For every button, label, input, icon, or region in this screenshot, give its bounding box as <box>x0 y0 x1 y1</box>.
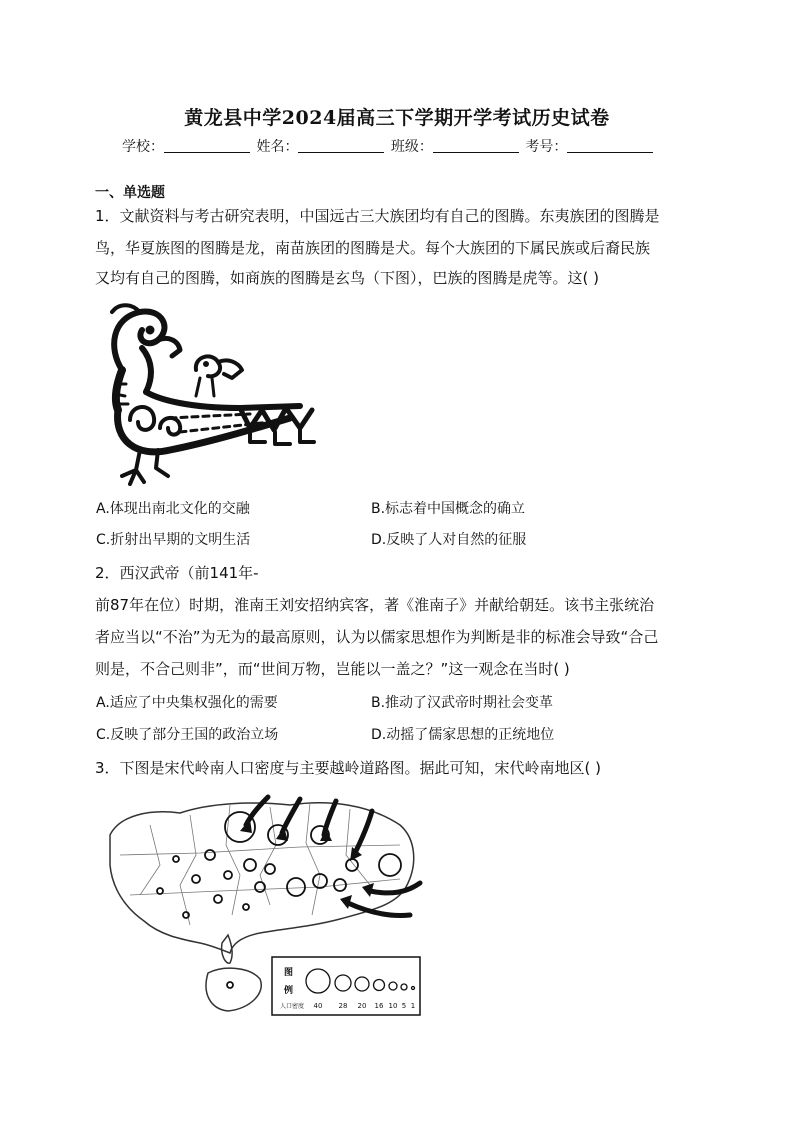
legend-value-5: 10 <box>388 1002 398 1010</box>
student-info-line <box>122 136 655 156</box>
legend-value-7: 1 <box>410 1002 416 1010</box>
section-heading: 一、单选题 <box>95 185 165 201</box>
legend-value-6: 5 <box>401 1002 407 1010</box>
number-label: 考号： <box>525 139 568 155</box>
q1-option-c[interactable]: C.折射出早期的文明生活 <box>96 532 251 548</box>
q1-line-1: 1．文献资料与考古研究表明，中国远古三大族团均有自己的图腾。东夷族团的图腾是 <box>95 207 660 225</box>
q1-line-3: 又均有自己的图腾，如商族的图腾是玄鸟（下图），巴族的图腾是虎等。这( ) <box>95 269 599 287</box>
legend-value-1: 40 <box>313 1002 323 1010</box>
q1-option-d[interactable]: D.反映了人对自然的征服 <box>371 532 527 548</box>
legend-value-4: 16 <box>374 1002 384 1010</box>
q2-option-b[interactable]: B.推动了汉武帝时期社会变革 <box>371 695 554 711</box>
q1-line-2: 鸟，华夏族图的图腾是龙，南苗族团的图腾是犬。每个大族团的下属民族或后裔民族 <box>95 239 651 257</box>
legend-caption: 人口密度 <box>280 1003 305 1010</box>
legend-value-2: 28 <box>338 1002 348 1010</box>
legend-value-3: 20 <box>357 1002 367 1010</box>
q2-option-d[interactable]: D.动摇了儒家思想的正统地位 <box>371 727 555 743</box>
school-blank[interactable] <box>164 138 250 153</box>
q1-option-b[interactable]: B.标志着中国概念的确立 <box>371 501 526 517</box>
name-label: 姓名： <box>256 139 299 155</box>
q2-line-2: 前87年在位）时期，淮南王刘安招纳宾客，著《淮南子》并献给朝廷。该书主张统治 <box>95 596 655 614</box>
school-label: 学校： <box>122 139 164 155</box>
q2-option-c[interactable]: C.反映了部分王国的政治立场 <box>96 727 279 743</box>
q2-line-4: 则是，不合己则非”，而“世间万物，岂能以一盖之？”这一观念在当时( ) <box>95 660 570 678</box>
legend-label-bottom: 例 <box>284 986 294 996</box>
class-label: 班级： <box>390 139 433 155</box>
q2-option-a[interactable]: A.适应了中央集权强化的需要 <box>96 695 278 711</box>
xuanniao-totem-image <box>100 300 320 490</box>
q2-line-1: 2．西汉武帝（前141年- <box>95 564 259 582</box>
number-blank[interactable] <box>567 138 653 153</box>
page-title: 黄龙县中学2024届高三下学期开学考试历史试卷 <box>184 107 610 129</box>
name-blank[interactable] <box>298 138 384 153</box>
lingnan-population-map <box>100 795 425 1020</box>
class-blank[interactable] <box>433 138 519 153</box>
q3-line-1: 3．下图是宋代岭南人口密度与主要越岭道路图。据此可知，宋代岭南地区( ) <box>95 759 602 777</box>
q1-option-a[interactable]: A.体现出南北文化的交融 <box>96 501 250 517</box>
legend-label-top: 图 <box>284 968 294 978</box>
q2-line-3: 者应当以“不治”为无为的最高原则，认为以儒家思想作为判断是非的标准会导致“合己 <box>95 628 659 646</box>
